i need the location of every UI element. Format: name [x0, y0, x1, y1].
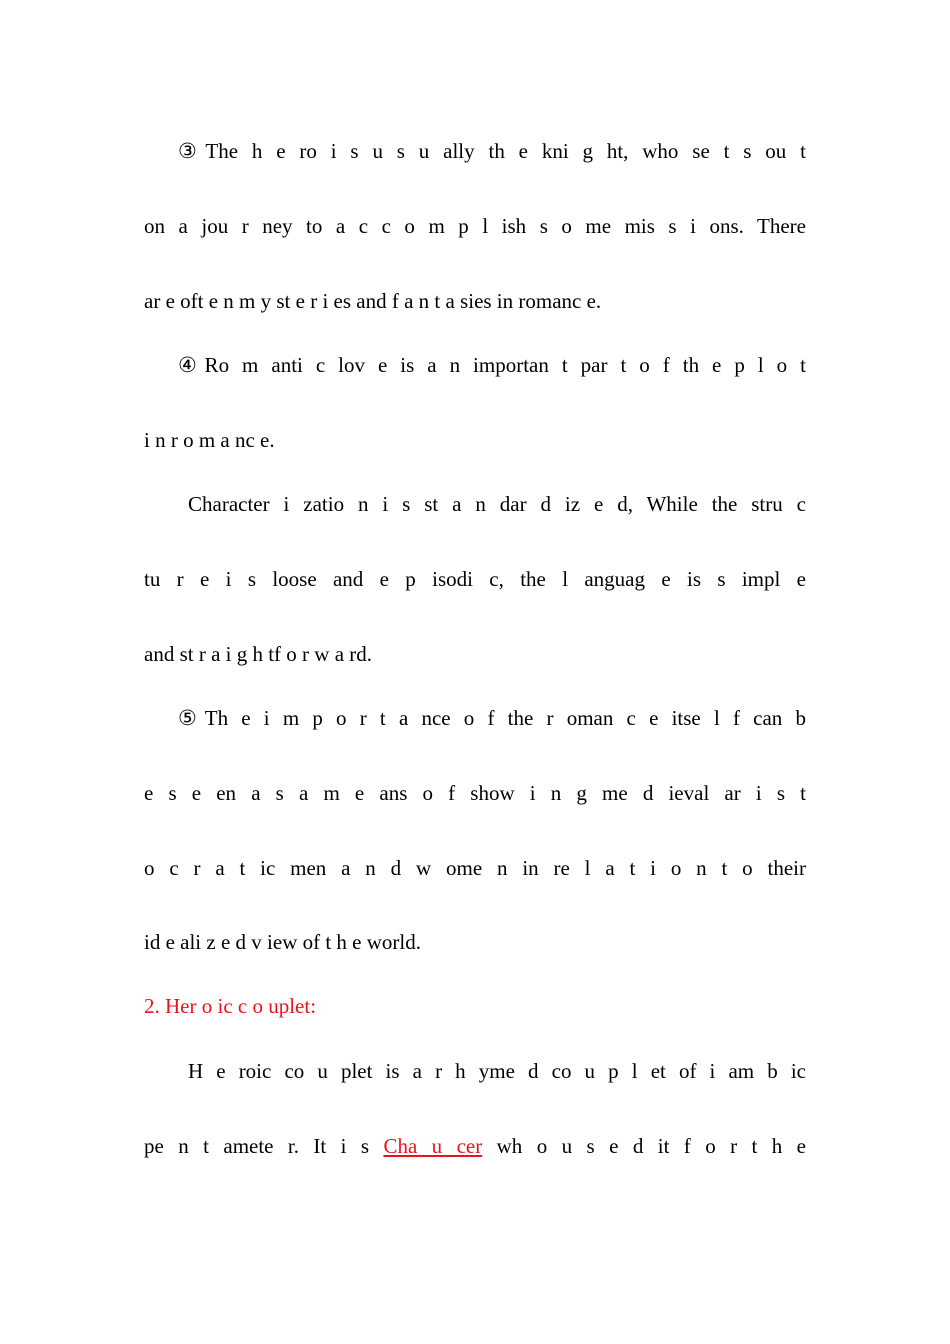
paragraph-line: H e roic co u plet is a r h yme d co u p l et of i am b ic [188, 1059, 806, 1083]
paragraph-line: o c r a t ic men a n d w ome n in re l a t i o n t o their [144, 856, 806, 880]
paragraph-line: Character i zatio n i s st a n dar d iz e d, While the stru c [188, 492, 806, 516]
paragraph-line: on a jou r ney to a c c o m p l ish s o me mis s i ons. There [144, 214, 806, 238]
paragraph-line: tu r e i s loose and e p isodi c, the l anguag e is s impl e [144, 567, 806, 591]
paragraph-line: ⑤Th e i m p o r t a nce o f the r oman c e itse l f can b [178, 706, 806, 730]
paragraph-line [144, 1132, 806, 1160]
paragraph-line: ③The h e ro i s u s u ally th e kni g ht, who se t s ou t [178, 139, 806, 163]
line-text: wh o u s e d it f o r t h e [482, 1134, 806, 1158]
paragraph-line: ④Ro m anti c lov e is a n importan t par t o f th e p l o t [178, 353, 806, 377]
paragraph-line: i n r o m a nc e. [144, 428, 275, 452]
chaucer-link[interactable]: Cha u cer [383, 1134, 483, 1158]
paragraph-line: id e ali z e d v iew of t h e world. [144, 930, 421, 954]
section-heading: 2. Her o ic c o uplet: [144, 994, 317, 1018]
paragraph-line: and st r a i g h tf o r w a rd. [144, 642, 373, 666]
paragraph-line: e s e en a s a m e ans o f show i n g me d ieval ar i s t [144, 781, 806, 805]
line-text: pe n t amete r. It i s [144, 1134, 384, 1158]
paragraph-line: ar e oft e n m y st e r i es and f a n t a sies in romanc e. [144, 289, 602, 313]
